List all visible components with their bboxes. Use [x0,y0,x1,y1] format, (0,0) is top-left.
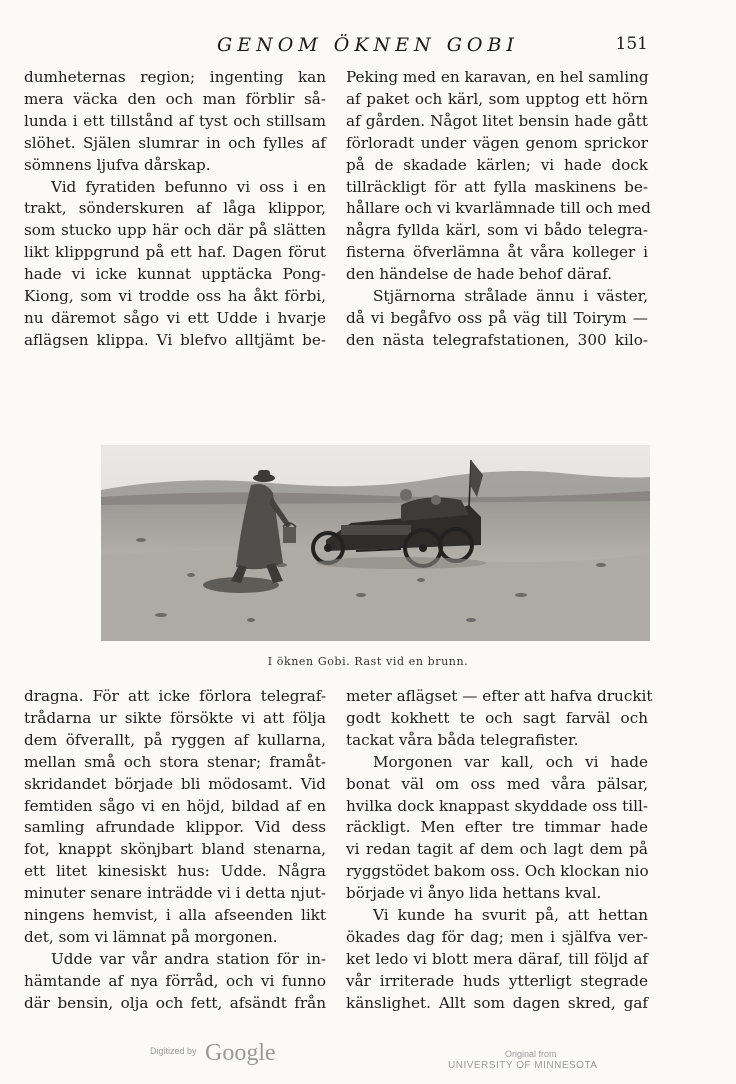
original-from-label: Original from [505,1049,557,1059]
text-line: Vid fyratiden befunno vi oss i en [51,177,326,196]
text-line: hämtande af nya förråd, och vi funno [24,971,326,990]
text-line: af paket och kärl, som upptog ett hörn [346,89,648,108]
text-line: minuter senare inträdde vi i detta njut- [24,884,326,903]
google-logo: Google [205,1040,276,1066]
text-line: då vi begåfvo oss på väg till Toirym — [346,308,648,327]
text-line: hvilka dock knappast skyddade oss till- [346,796,648,815]
text-line: känslighet. Allt som dagen skred, gaf [346,993,648,1012]
text-line: slöhet. Själen slumrar in och fylles af [24,133,326,152]
text-line: dragna. För att icke förlora telegraf- [24,687,326,705]
text-line: fot, knappt skönjbart bland stenarna, [24,840,326,859]
text-line: räckligt. Men efter tre timmar hade [346,818,648,837]
text-line: några fyllda kärl, som vi bådo telegra- [346,221,648,240]
text-line: Morgonen var kall, och vi hade [373,752,648,771]
text-line: tackat våra båda telegrafister. [346,730,579,749]
text-line: dumheternas region; ingenting kan [24,68,326,86]
text-line: vi redan tagit af dem och lagt dem på [346,840,648,859]
text-line: den nästa telegrafstationen, 300 kilo- [346,330,648,349]
text-line: ket ledo vi blott mera däraf, till följd af [346,949,648,968]
text-line: tillräckligt för att fylla maskinens be- [346,177,648,196]
text-line: fisterna öfverlämna åt våra kolleger i [346,243,648,262]
text-line: trakt, sönderskuren af låga klippor, [24,199,326,218]
text-line: ökades dag för dag; men i själfva ver- [346,927,648,946]
page-number: 151 [615,34,648,54]
text-line: den händelse de hade behof däraf. [346,265,613,284]
university-label: UNIVERSITY OF MINNESOTA [448,1060,598,1071]
text-line: som stucko upp här och där på slätten [24,221,326,240]
text-line: ryggstödet bakom oss. Och klockan nio [346,862,649,881]
text-line: dem öfverallt, på ryggen af kullarna, [24,730,326,749]
text-line: Peking med en karavan, en hel samling [346,68,649,86]
text-line: förloradt under vägen genom sprickor [346,133,648,152]
text-line: hade vi icke kunnat upptäcka Pong- [24,265,326,284]
text-line: samling afrundade klippor. Vid dess [24,818,326,837]
text-line: vår irriterade huds ytterligt stegrade [346,971,648,990]
text-line: ningens hemvist, i alla afseenden likt [24,906,326,925]
text-line: godt kokhett te och sagt farväl och [346,708,648,727]
text-column-bottom-right [346,686,653,1015]
text-line: sömnens ljufva dårskap. [24,155,211,174]
running-header: GENOM ÖKNEN GOBI [217,34,519,56]
text-line: femtiden sågo vi en höjd, bildad af en [24,796,326,815]
photo-caption: I öknen Gobi. Rast vid en brunn. [267,655,469,668]
text-line: meter aflägset — efter att hafva druckit [346,687,653,705]
text-line: Udde var vår andra station för in- [51,949,326,968]
digitized-by-label: Digitized by [150,1046,197,1056]
text-line: likt klippgrund på ett haf. Dagen förut [24,243,326,262]
text-line: Kiong, som vi trodde oss ha åkt förbi, [24,287,326,306]
text-line: Vi kunde ha svurit på, att hettan [373,906,648,925]
text-line: började vi ånyo lida hettans kval. [346,884,602,903]
text-line: bonat väl om oss med våra pälsar, [346,774,648,793]
text-line: af gården. Något litet bensin hade gått [346,111,648,130]
text-line: hållare och vi kvarlämnade till och med [346,199,651,218]
photograph-desert-car-well [101,445,650,641]
text-column-top-left [24,67,326,352]
text-line: Stjärnorna strålade ännu i väster, [373,287,648,306]
text-line: ett litet kinesiskt hus: Udde. Några [24,862,326,881]
text-column-bottom-left [24,686,326,1015]
photograph-illustration [101,445,650,641]
text-line: det, som vi lämnat på morgonen. [24,927,278,946]
text-line: skridandet började bli mödosamt. Vid [24,774,326,793]
text-line: trådarna ur sikte försökte vi att följa [24,708,326,727]
text-line: på de skadade kärlen; vi hade dock [346,155,648,174]
text-column-top-right [346,67,651,352]
text-line: nu däremot sågo vi ett Udde i hvarje [24,308,326,327]
text-line: där bensin, olja och fett, afsändt från [24,993,326,1012]
text-line: lunda i ett tillstånd af tyst och stillsam [24,111,326,130]
text-line: mera väcka den och man förblir så- [24,89,326,108]
text-line: aflägsen klippa. Vi blefvo alltjämt be- [24,330,326,349]
text-line: mellan små och stora stenar; framåt- [24,752,326,771]
